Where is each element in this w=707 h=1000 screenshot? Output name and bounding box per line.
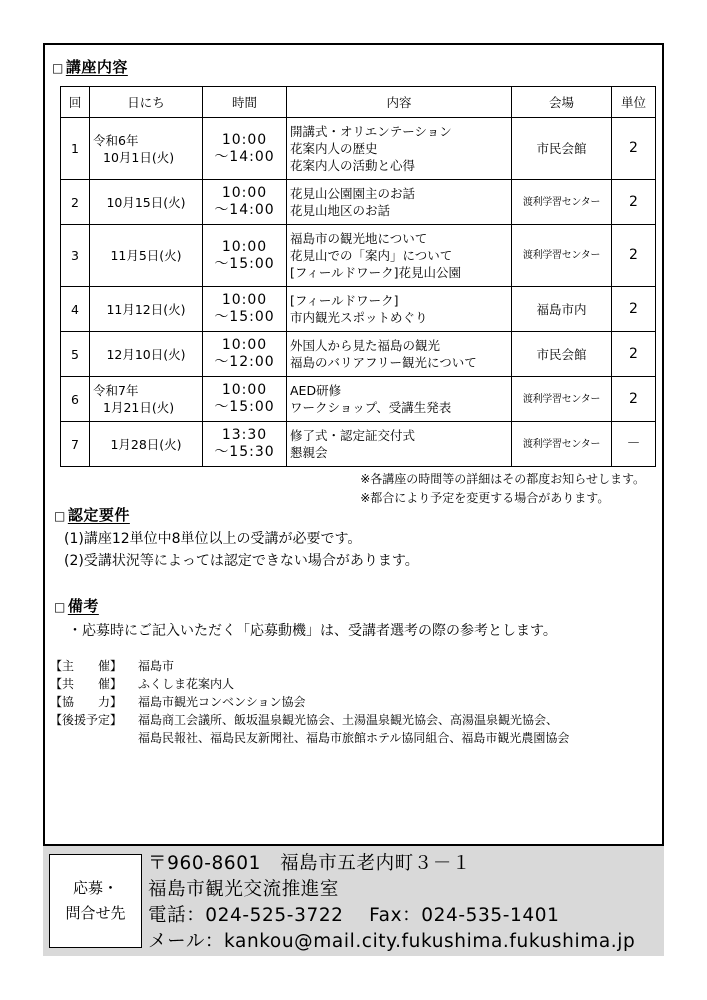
organizer-label — [50, 729, 138, 747]
row-venue: 福島市内 — [512, 287, 612, 332]
row-venue: 市民会館 — [512, 332, 612, 377]
section-title-text: 講座内容 — [65, 58, 128, 76]
organizer-value: ふくしま花案内人 — [138, 677, 235, 691]
time-end: ～15:30 — [214, 444, 275, 460]
date-year: 令和7年 — [93, 383, 139, 398]
content-line: 修了式・認定証交付式 — [290, 428, 416, 443]
row-time — [203, 422, 287, 467]
content-line: 外国人から見た福島の観光 — [290, 338, 441, 353]
time-start: 10:00 — [221, 185, 268, 201]
row-time — [203, 332, 287, 377]
time-end: ～15:00 — [214, 309, 275, 325]
organizer-row — [50, 675, 569, 693]
content-line: AED研修 — [290, 383, 342, 398]
row-date — [90, 180, 203, 225]
section-title-certification — [54, 504, 130, 525]
table-row — [61, 287, 656, 332]
row-unit: 2 — [612, 180, 656, 225]
row-date — [90, 332, 203, 377]
contact-phone: 電話：024-525-3722 Fax：024-535-1401 — [148, 905, 560, 926]
organizer-label: 【後援予定】 — [50, 713, 123, 727]
row-date — [90, 118, 203, 180]
row-no: 3 — [61, 225, 90, 287]
note-line: ※各講座の時間等の詳細はその都度お知らせします。 — [360, 472, 645, 486]
row-no: 1 — [61, 118, 90, 180]
content-line: 花見山地区のお話 — [290, 203, 391, 218]
table-row — [61, 377, 656, 422]
date-day: 12月10日(火) — [106, 346, 186, 362]
section-title-course-content — [52, 56, 128, 77]
organizer-value: 福島市観光コンベンション協会 — [138, 695, 306, 709]
remarks-text: ・応募時にご記入いただく「応募動機」は、受講者選考の際の参考とします。 — [68, 623, 557, 639]
note-line: ※都合により予定を変更する場合があります。 — [360, 491, 610, 505]
requirement-item: (1)講座12単位中8単位以上の受講が必要です。 — [64, 531, 362, 547]
content-line: 福島市の観光地について — [290, 231, 428, 246]
row-time — [203, 225, 287, 287]
date-day: 1月21日(火) — [103, 400, 175, 415]
time-start: 10:00 — [221, 292, 268, 308]
time-end: ～15:00 — [214, 399, 275, 415]
content-line: 福島のバリアフリー観光について — [290, 355, 477, 370]
content-line: 花案内人の活動と心得 — [290, 158, 416, 173]
header-unit: 単位 — [612, 87, 656, 118]
organizer-value: 福島商工会議所、飯坂温泉観光協会、土湯温泉観光協会、高湯温泉観光協会、 — [138, 713, 559, 727]
organizer-row — [50, 657, 569, 675]
time-start: 10:00 — [221, 238, 268, 255]
table-row — [61, 422, 656, 467]
header-no: 回 — [61, 87, 90, 118]
row-unit: 2 — [612, 225, 656, 287]
contact-label-line: 応募・ — [72, 879, 118, 897]
schedule-notes — [360, 470, 645, 508]
date-day: 11月12日(火) — [106, 301, 186, 317]
header-date: 日にち — [90, 87, 203, 118]
row-content — [287, 118, 512, 180]
date-day: 1月28日(火) — [110, 436, 182, 452]
row-unit: 2 — [612, 377, 656, 422]
table-row — [61, 118, 656, 180]
time-end: ～14:00 — [214, 202, 275, 218]
row-venue: 市民会館 — [512, 118, 612, 180]
table-row — [61, 180, 656, 225]
organizers-list — [50, 657, 569, 747]
row-no: 6 — [61, 377, 90, 422]
organizer-value: 福島市 — [138, 659, 175, 673]
row-unit: 2 — [612, 287, 656, 332]
header-content: 内容 — [287, 87, 512, 118]
content-line: [フィールドワーク]花見山公園 — [290, 265, 462, 280]
row-no: 2 — [61, 180, 90, 225]
content-line: [フィールドワーク] — [290, 293, 399, 308]
row-unit: 2 — [612, 118, 656, 180]
organizer-row — [50, 711, 569, 729]
contact-office: 福島市観光交流推進室 — [148, 879, 340, 900]
requirement-item: (2)受講状況等によっては認定できない場合があります。 — [64, 553, 419, 569]
organizer-value: 福島民報社、福島民友新聞社、福島市旅館ホテル協同組合、福島市観光農園協会 — [138, 731, 570, 745]
row-unit: 2 — [612, 332, 656, 377]
time-start: 10:00 — [221, 382, 268, 398]
section-title-text: 備考 — [67, 597, 99, 615]
row-venue: 渡利学習センター — [512, 180, 612, 225]
time-end: ～14:00 — [214, 148, 275, 165]
row-date — [90, 225, 203, 287]
row-time — [203, 118, 287, 180]
organizer-label: 【共 催】 — [50, 677, 123, 691]
row-time — [203, 287, 287, 332]
date-day: 10月15日(火) — [106, 194, 186, 210]
row-date — [90, 287, 203, 332]
row-venue: 渡利学習センター — [512, 422, 612, 467]
checkbox-icon: □ — [54, 509, 66, 523]
requirements-list — [64, 528, 419, 572]
organizer-row — [50, 693, 569, 711]
row-content — [287, 225, 512, 287]
table-row — [61, 332, 656, 377]
section-title-text: 認定要件 — [67, 506, 130, 524]
row-content — [287, 180, 512, 225]
row-venue: 渡利学習センター — [512, 225, 612, 287]
time-start: 13:30 — [221, 427, 268, 443]
contact-label-line: 問合せ先 — [65, 904, 126, 922]
row-no: 5 — [61, 332, 90, 377]
row-date — [90, 422, 203, 467]
contact-postal: 〒960-8601 福島市五老内町３－１ — [148, 853, 472, 874]
row-content — [287, 287, 512, 332]
contact-details — [148, 851, 635, 955]
content-line: 開講式・オリエンテーション — [290, 124, 452, 139]
contact-email[interactable]: メール：kankou@mail.city.fukushima.fukushima.jp — [148, 931, 636, 952]
content-line: 花見山公園園主のお話 — [290, 186, 416, 201]
content-line: 花見山での「案内」について — [290, 248, 453, 263]
organizer-row — [50, 729, 569, 747]
contact-box — [43, 844, 664, 956]
schedule-table — [60, 86, 656, 467]
organizer-label: 【協 力】 — [50, 695, 123, 709]
row-no: 7 — [61, 422, 90, 467]
header-time: 時間 — [203, 87, 287, 118]
content-line: 市内観光スポットめぐり — [290, 310, 428, 325]
row-date — [90, 377, 203, 422]
row-unit: － — [612, 422, 656, 467]
contact-label — [49, 854, 142, 948]
row-content — [287, 422, 512, 467]
row-content — [287, 332, 512, 377]
time-end: ～15:00 — [214, 255, 275, 272]
organizer-label: 【主 催】 — [50, 659, 123, 673]
content-line: ワークショップ、受講生発表 — [290, 400, 452, 415]
table-row — [61, 225, 656, 287]
date-day: 11月5日(火) — [110, 248, 182, 263]
date-day: 10月1日(火) — [103, 149, 175, 165]
checkbox-icon: □ — [54, 600, 66, 614]
time-end: ～12:00 — [214, 354, 275, 370]
row-time — [203, 180, 287, 225]
time-start: 10:00 — [221, 131, 268, 148]
date-year: 令和6年 — [93, 132, 139, 148]
time-start: 10:00 — [221, 337, 268, 353]
section-title-remarks — [54, 595, 99, 616]
content-line: 花案内人の歴史 — [290, 141, 378, 156]
row-venue: 渡利学習センター — [512, 377, 612, 422]
content-line: 懇親会 — [290, 445, 328, 460]
row-no: 4 — [61, 287, 90, 332]
checkbox-icon: □ — [52, 61, 64, 75]
header-venue: 会場 — [512, 87, 612, 118]
row-content — [287, 377, 512, 422]
row-time — [203, 377, 287, 422]
table-header-row — [61, 87, 656, 118]
